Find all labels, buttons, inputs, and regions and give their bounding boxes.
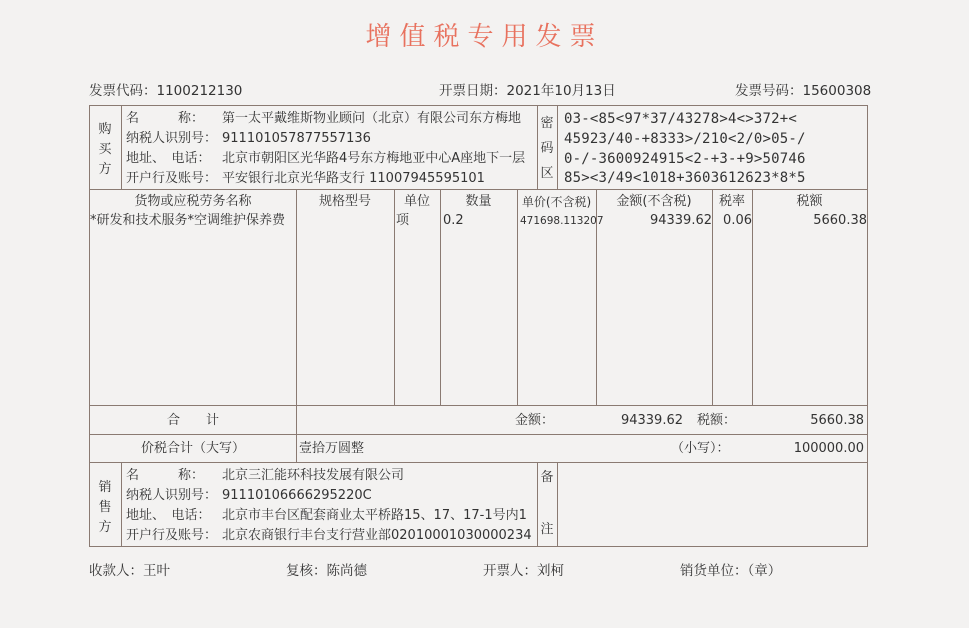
seller-name-label: 名 称：	[126, 468, 205, 483]
divider	[90, 189, 867, 190]
buyer-section-char: 购	[98, 122, 112, 137]
invoice-title: 增值税专用发票	[365, 22, 604, 52]
cipher-section-char: 密	[540, 116, 554, 131]
totals-amount-label: 金额：	[515, 413, 555, 428]
invoice-date	[439, 79, 616, 99]
divider	[394, 189, 395, 405]
item-name: *研发和技术服务*空调维护保养费	[90, 213, 286, 228]
buyer-section-char: 方	[98, 162, 112, 177]
seller-section-char: 销	[98, 480, 112, 495]
item-unit: 项	[396, 213, 410, 228]
payee-value: 王叶	[143, 563, 170, 579]
cipher-line: 85><3/49<1018+3603612623*8*5	[564, 170, 806, 186]
header-rate: 税率	[718, 194, 745, 209]
divider	[121, 106, 122, 189]
seller-bank-label: 开户行及账号：	[126, 528, 218, 543]
header-item-name: 货物或应税劳务名称	[134, 194, 252, 209]
divider	[557, 462, 558, 546]
divider	[90, 434, 867, 435]
divider	[517, 189, 518, 405]
invoice-number-value: 15600308	[802, 83, 872, 99]
cipher-line: 0-/-3600924915<2-+3-+9>50746	[564, 151, 806, 167]
seller-section-label	[97, 478, 113, 538]
invoice-date-value: 2021年10月13日	[506, 83, 616, 99]
invoice-code-value: 1100212130	[156, 83, 243, 99]
header-price: 单价(不含税)	[521, 195, 592, 209]
header-unit: 单位	[403, 194, 430, 209]
grand-total-small: 100000.00	[793, 441, 864, 456]
cipher-section-label	[539, 111, 555, 186]
divider	[296, 434, 297, 462]
reviewer-value: 陈尚德	[326, 563, 367, 579]
buyer-section-label	[97, 120, 113, 180]
header-spec: 规格型号	[318, 194, 371, 209]
drawer-label: 开票人：	[483, 563, 537, 579]
seller-tax-id: 91110106666295220C	[222, 488, 372, 503]
totals-label: 合 计	[166, 413, 219, 428]
invoice-date-label: 开票日期：	[439, 83, 507, 99]
item-rate: 0.06	[723, 213, 752, 228]
payee-label: 收款人：	[89, 563, 143, 579]
grand-total-small-label: （小写）：	[671, 441, 730, 456]
divider	[121, 462, 122, 546]
invoice-table	[89, 105, 868, 547]
cipher-line: 45923/40-+8333>/210<2/0>05-/	[564, 131, 806, 147]
remark-section-char: 注	[540, 522, 554, 537]
seller-bank: 北京农商银行丰台支行营业部02010001030000234	[222, 528, 532, 543]
remark-section-char: 备	[540, 470, 554, 485]
drawer	[483, 559, 564, 579]
cipher-line: 03-<85<97*37/43278>4<>372+<	[564, 111, 797, 127]
divider	[557, 106, 558, 189]
divider	[440, 189, 441, 405]
payee	[89, 559, 170, 579]
seller-section-char: 售	[98, 500, 112, 515]
buyer-tax-id: 911101057877557136	[222, 131, 371, 146]
seller-tax-label: 纳税人识别号：	[126, 488, 218, 503]
header-amount: 金额(不含税)	[616, 194, 692, 209]
seller-section-char: 方	[98, 520, 112, 535]
totals-tax-label: 税额：	[697, 413, 737, 428]
item-amount: 94339.62	[649, 213, 712, 228]
divider	[296, 189, 297, 434]
seller-addr-label: 地址、 电话：	[126, 508, 211, 523]
item-tax: 5660.38	[813, 213, 867, 228]
seller-name: 北京三汇能环科技发展有限公司	[222, 468, 405, 483]
divider	[90, 405, 867, 406]
remark-section-label	[539, 468, 555, 540]
divider	[537, 462, 538, 546]
buyer-section-char: 买	[98, 142, 112, 157]
totals-tax: 5660.38	[810, 413, 864, 428]
invoice-code-label: 发票代码：	[89, 83, 157, 99]
item-qty: 0.2	[443, 213, 464, 228]
reviewer-label: 复核：	[286, 563, 327, 579]
buyer-name-label: 名 称：	[126, 111, 205, 126]
header-qty: 数量	[465, 194, 492, 209]
buyer-address: 北京市朝阳区光华路4号东方梅地亚中心A座地下一层	[222, 151, 526, 166]
header-tax: 税额	[796, 194, 823, 209]
buyer-bank: 平安银行北京光华路支行 11007945595101	[222, 171, 485, 186]
grand-total-label: 价税合计（大写）	[140, 441, 245, 456]
buyer-tax-label: 纳税人识别号：	[126, 131, 218, 146]
item-price: 471698.113207	[520, 215, 604, 227]
seller-stamp-label: 销货单位：（章）	[680, 563, 782, 579]
cipher-section-char: 区	[540, 166, 554, 181]
divider	[90, 462, 867, 463]
invoice-code	[89, 79, 242, 99]
divider	[537, 106, 538, 189]
cipher-section-char: 码	[540, 141, 554, 156]
drawer-value: 刘柯	[537, 563, 564, 579]
reviewer	[286, 559, 367, 579]
buyer-addr-label: 地址、 电话：	[126, 151, 211, 166]
invoice-number	[735, 79, 871, 99]
buyer-bank-label: 开户行及账号：	[126, 171, 218, 186]
grand-total-words: 壹拾万圆整	[299, 441, 365, 456]
seller-address: 北京市丰台区配套商业太平桥路15、17、17-1号内1	[222, 508, 527, 523]
invoice-number-label: 发票号码：	[735, 83, 803, 99]
buyer-name: 第一太平戴维斯物业顾问（北京）有限公司东方梅地	[222, 111, 522, 126]
totals-amount: 94339.62	[620, 413, 683, 428]
